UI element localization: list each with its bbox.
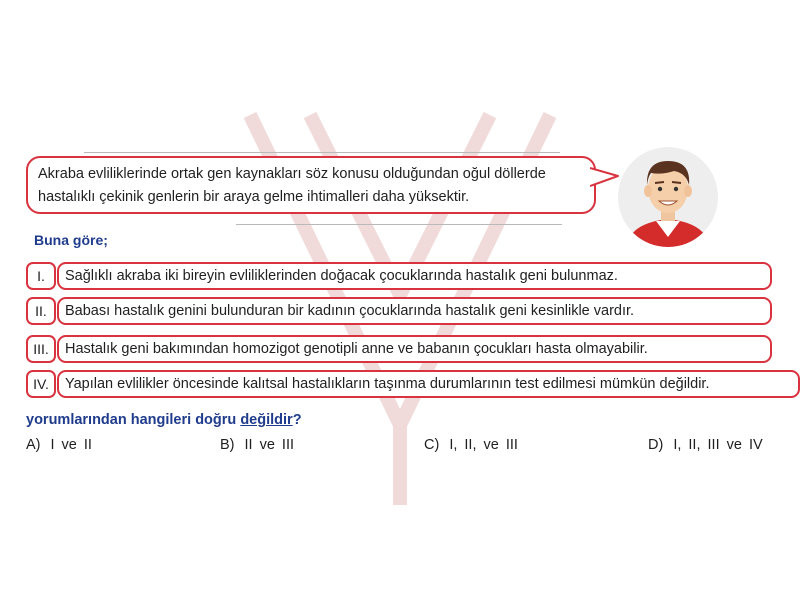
option-letter: C) (424, 437, 440, 453)
option-text: I, II, ve III (449, 437, 518, 453)
man-avatar-icon (618, 147, 718, 247)
option-d[interactable] (648, 437, 763, 453)
option-text: I ve II (50, 437, 92, 453)
speech-line-1: Akraba evliliklerinde ortak gen kaynakları söz konusu olduğundan oğul döllerde (38, 166, 546, 182)
statement-number: IV. (26, 370, 56, 398)
option-b[interactable] (220, 437, 294, 453)
option-letter: B) (220, 437, 235, 453)
question-prefix: yorumlarından hangileri doğru (26, 412, 241, 428)
statement-text: Hastalık geni bakımından homozigot genotipli anne ve babanın çocukları hasta olmayabilir. (57, 335, 772, 363)
option-text: I, II, III ve IV (673, 437, 763, 453)
top-divider (84, 152, 560, 153)
option-c[interactable] (424, 437, 518, 453)
question-emphasis: değildir (240, 412, 293, 428)
question-suffix: ? (292, 412, 302, 428)
speech-line-2: hastalıklı çekinik genlerin bir araya gelme ihtimalleri daha yüksektir. (38, 189, 470, 205)
mid-divider (236, 224, 562, 225)
speech-bubble-tail (590, 166, 620, 190)
option-text: II ve III (244, 437, 295, 453)
statement-number: I. (26, 262, 56, 290)
option-letter: A) (26, 437, 41, 453)
question-text (26, 412, 302, 428)
option-a[interactable] (26, 437, 92, 453)
option-letter: D) (648, 437, 664, 453)
statement-text: Yapılan evlilikler öncesinde kalıtsal hastalıkların taşınma durumlarının test edilmesi mümkün değildir. (57, 370, 800, 398)
statement-text: Sağlıklı akraba iki bireyin evliliklerinden doğacak çocuklarında hastalık geni bulunmaz. (57, 262, 772, 290)
statement-number: III. (26, 335, 56, 363)
statement-text: Babası hastalık genini bulunduran bir kadının çocuklarında hastalık geni kesinlikle vardır. (57, 297, 772, 325)
speech-bubble (26, 156, 596, 214)
subtitle: Buna göre; (34, 232, 108, 248)
statement-number: II. (26, 297, 56, 325)
